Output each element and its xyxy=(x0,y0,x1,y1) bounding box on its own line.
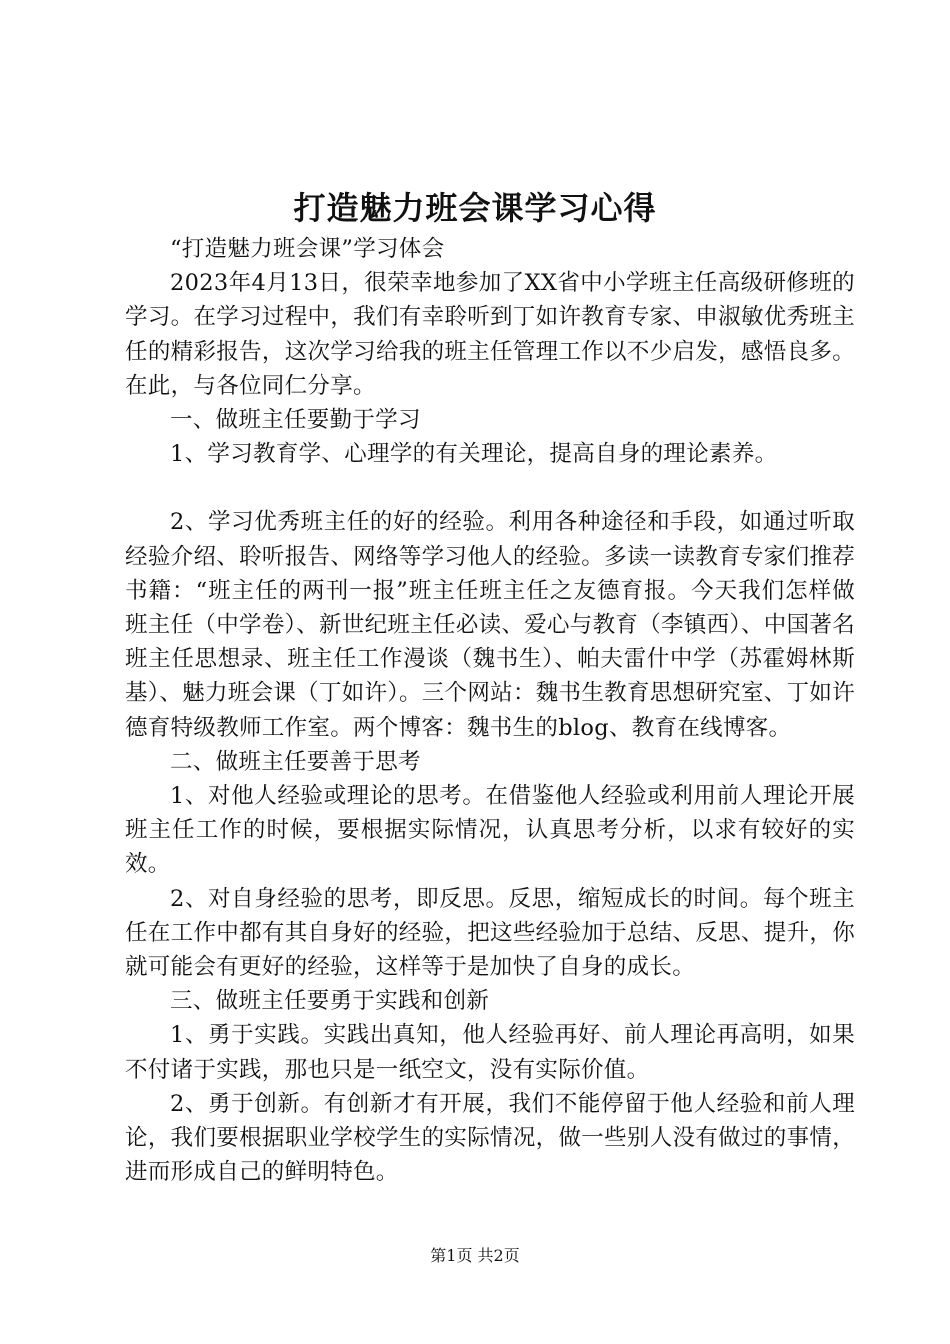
section-heading-3: 三、做班主任要勇于实践和创新 xyxy=(170,988,490,1015)
paragraph-intro: 2023年4月13日，很荣幸地参加了XX省中小学班主任高级研修班的学习。在学习过程中，我们有幸聆听到丁如许教育专家、申淑敏优秀班主任的精彩报告，这次学习给我的班主任管理工作以不少启发，感悟良多。在此，与各位同仁分享。 xyxy=(125,270,855,399)
section-heading-2: 二、做班主任要善于思考 xyxy=(170,748,421,775)
paragraph-1-1: 1、学习教育学、心理学的有关理论，提高自身的理论素养。 xyxy=(170,441,778,468)
paragraph-1-2: 2、学习优秀班主任的好的经验。利用各种途径和手段，如通过听取经验介绍、聆听报告、网络等学习他人的经验。多读一读教育专家们推荐书籍：“班主任的两刊一报”班主任班主任之友德育报。今天我们怎样做班主任（中学卷）、新世纪班主任必读、爱心与教育（李镇西）、中国著名班主任思想录、班主任工作漫谈（魏书生）、帕夫雷什中学（苏霍姆林斯基）、魅力班会课（丁如许）。三个网站：魏书生教育思想研究室、丁如许德育特级教师工作室。两个博客：魏书生的blog、教育在线博客。 xyxy=(125,509,855,741)
paragraph-2-2: 2、对自身经验的思考，即反思。反思，缩短成长的时间。每个班主任在工作中都有其自身好的经验，把这些经验加于总结、反思、提升，你就可能会有更好的经验，这样等于是加快了自身的成长。 xyxy=(125,885,855,981)
paragraph-3-1: 1、勇于实践。实践出真知，他人经验再好、前人理论再高明，如果不付诸于实践，那也只是一纸空文，没有实际价值。 xyxy=(125,1022,855,1083)
document-body xyxy=(125,232,855,1189)
paragraph-2-1: 1、对他人经验或理论的思考。在借鉴他人经验或利用前人理论开展班主任工作的时候，要根据实际情况，认真思考分析，以求有较好的实效。 xyxy=(125,783,855,878)
paragraph-subtitle: “打造魅力班会课”学习体会 xyxy=(170,236,445,262)
paragraph-3-2: 2、勇于创新。有创新才有开展，我们不能停留于他人经验和前人理论，我们要根据职业学校学生的实际情况，做一些别人没有做过的事情，进而形成自己的鲜明特色。 xyxy=(125,1090,855,1186)
section-heading-1: 一、做班主任要勤于学习 xyxy=(170,407,421,434)
page-footer: 第1页 共2页 xyxy=(430,1246,520,1265)
document-title: 打造魅力班会课学习心得 xyxy=(293,189,657,227)
